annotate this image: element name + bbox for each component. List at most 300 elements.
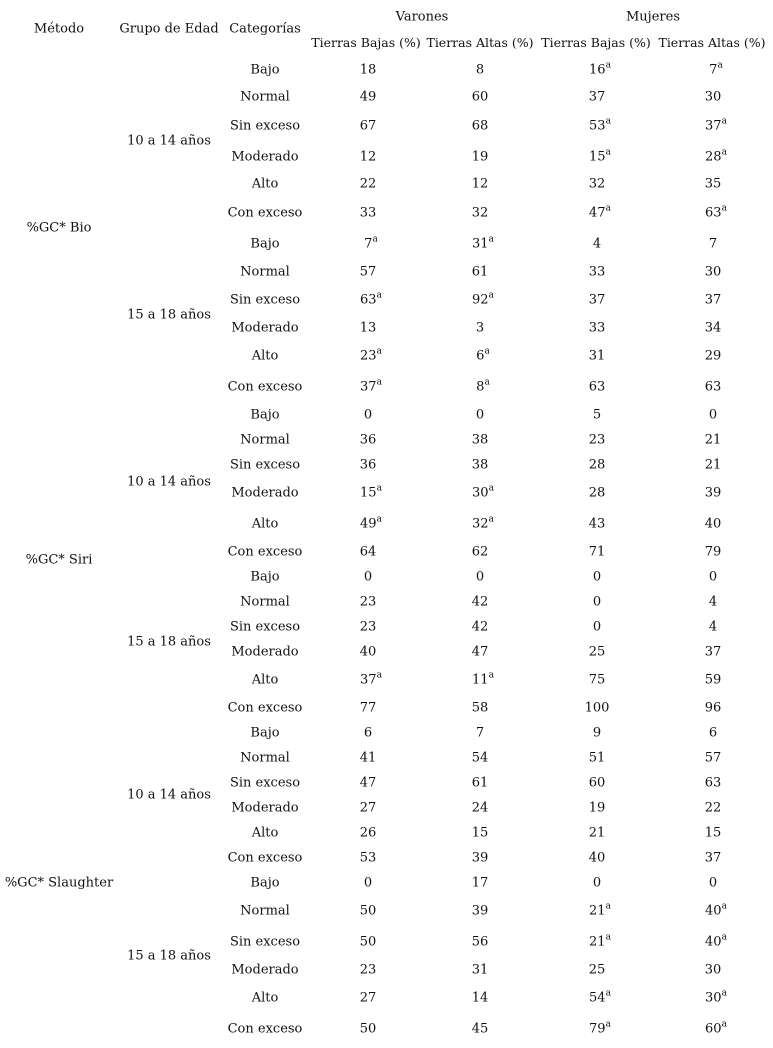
category-cell: Con exceso [227, 379, 303, 395]
value-number: 0 [708, 569, 718, 585]
value-number: 40 [704, 516, 722, 532]
age-group-label: 15 a 18 años [127, 948, 211, 964]
value-number: 19 [588, 800, 606, 816]
value-cell [360, 670, 382, 688]
value-number: 39 [704, 485, 722, 501]
value-cell [589, 777, 606, 790]
value-cell [360, 1023, 377, 1036]
value-cell [589, 91, 606, 104]
value-number: 21 [704, 457, 722, 473]
value-cell [589, 266, 606, 279]
value-number: 45 [471, 1021, 489, 1037]
value-number: 0 [708, 875, 718, 891]
footnote-marker: a [721, 988, 727, 999]
value-number: 37 [704, 644, 722, 660]
value-number: 37 [588, 89, 606, 105]
value-cell [476, 571, 484, 584]
value-cell [593, 727, 601, 740]
value-number: 0 [363, 569, 373, 585]
value-number: 15 [360, 485, 377, 501]
value-cell [360, 827, 377, 840]
footnote-marker: a [605, 60, 611, 71]
category-cell: Con exceso [227, 850, 303, 866]
value-number: 30 [704, 89, 722, 105]
value-number: 38 [471, 432, 489, 448]
value-cell [709, 877, 717, 890]
value-cell [705, 147, 727, 165]
value-number: 25 [588, 962, 606, 978]
value-number: 0 [592, 594, 602, 610]
value-number: 38 [471, 457, 489, 473]
value-number: 31 [472, 236, 489, 252]
value-number: 7 [708, 236, 718, 252]
value-number: 0 [363, 407, 373, 423]
value-cell [476, 409, 484, 422]
value-number: 40 [588, 850, 606, 866]
value-cell [360, 178, 377, 191]
value-number: 0 [363, 875, 373, 891]
category-cell: Normal [240, 264, 290, 280]
value-cell [705, 546, 722, 559]
value-cell [364, 877, 372, 890]
footnote-marker: a [721, 203, 727, 214]
category-cell: Moderado [231, 149, 299, 165]
value-cell [589, 518, 606, 531]
value-cell [705, 487, 722, 500]
value-number: 7 [475, 725, 485, 741]
value-number: 24 [471, 800, 489, 816]
value-cell [705, 802, 722, 815]
value-cell [476, 322, 484, 335]
footnote-marker: a [484, 346, 490, 357]
value-number: 40 [359, 644, 377, 660]
value-number: 40 [705, 903, 722, 919]
category-cell: Moderado [231, 644, 299, 660]
value-number: 47 [359, 775, 377, 791]
value-number: 47 [471, 644, 489, 660]
value-number: 77 [359, 700, 377, 716]
value-number: 21 [589, 934, 606, 950]
value-cell [593, 877, 601, 890]
value-number: 13 [359, 320, 377, 336]
value-cell [472, 646, 489, 659]
value-number: 33 [588, 264, 606, 280]
value-number: 100 [584, 700, 610, 716]
value-cell [472, 514, 494, 532]
category-cell: Bajo [250, 62, 280, 78]
footnote-marker: a [721, 901, 727, 912]
value-cell [360, 802, 377, 815]
value-number: 50 [359, 903, 377, 919]
value-cell [593, 571, 601, 584]
value-number: 4 [708, 619, 718, 635]
value-number: 33 [359, 205, 377, 221]
category-cell: Alto [251, 516, 279, 532]
value-number: 8 [476, 379, 485, 395]
footnote-marker: a [488, 234, 494, 245]
value-cell [709, 409, 717, 422]
value-cell [705, 91, 722, 104]
value-number: 28 [705, 149, 722, 165]
value-cell [593, 409, 601, 422]
value-number: 28 [588, 485, 606, 501]
category-cell: Con exceso [227, 1021, 303, 1037]
value-number: 29 [704, 348, 722, 364]
value-cell [705, 752, 722, 765]
value-cell [705, 178, 722, 191]
value-number: 54 [589, 990, 606, 1006]
value-number: 17 [471, 875, 489, 891]
value-number: 32 [472, 516, 489, 532]
value-number: 56 [471, 934, 489, 950]
footnote-marker: a [376, 514, 382, 525]
category-cell: Alto [251, 176, 279, 192]
category-cell: Sin exceso [229, 934, 301, 950]
value-cell [360, 992, 377, 1005]
value-cell [709, 238, 717, 251]
value-cell [589, 646, 606, 659]
value-number: 18 [359, 62, 377, 78]
value-cell [705, 901, 727, 919]
value-number: 4 [592, 236, 602, 252]
value-number: 37 [704, 292, 722, 308]
value-cell [589, 487, 606, 500]
value-number: 0 [708, 407, 718, 423]
header-mujeres-tierras-altas: Tierras Altas (%) [658, 34, 766, 50]
value-cell [364, 409, 372, 422]
value-number: 71 [588, 544, 606, 560]
value-cell [472, 670, 494, 688]
value-cell [360, 207, 377, 220]
value-cell [589, 203, 611, 221]
value-cell [360, 702, 377, 715]
value-number: 92 [472, 292, 489, 308]
value-number: 33 [588, 320, 606, 336]
value-number: 30 [704, 264, 722, 280]
value-number: 53 [589, 118, 606, 134]
value-number: 0 [592, 569, 602, 585]
age-group-label: 10 a 14 años [127, 787, 211, 803]
value-cell [705, 646, 722, 659]
value-cell [589, 178, 606, 191]
value-number: 61 [471, 264, 489, 280]
value-cell [476, 377, 490, 395]
value-number: 23 [360, 348, 377, 364]
category-cell: Con exceso [227, 544, 303, 560]
value-cell [593, 596, 601, 609]
header-categories: Categorías [229, 21, 301, 37]
footnote-marker: a [605, 203, 611, 214]
method-label: %GC* Bio [26, 220, 92, 236]
value-cell [472, 266, 489, 279]
value-number: 8 [475, 62, 485, 78]
value-number: 36 [359, 457, 377, 473]
header-group-mujeres: Mujeres [626, 9, 680, 25]
footnote-marker: a [721, 932, 727, 943]
value-number: 60 [588, 775, 606, 791]
value-cell [589, 964, 606, 977]
value-number: 11 [472, 672, 489, 688]
footnote-marker: a [721, 147, 727, 158]
age-group-label: 15 a 18 años [127, 307, 211, 323]
value-number: 22 [704, 800, 722, 816]
value-cell [472, 852, 489, 865]
value-cell [705, 203, 727, 221]
value-number: 96 [704, 700, 722, 716]
value-cell [472, 151, 489, 164]
value-cell [589, 932, 611, 950]
value-cell [472, 120, 489, 133]
category-cell: Alto [251, 672, 279, 688]
footnote-marker: a [605, 147, 611, 158]
value-number: 79 [704, 544, 722, 560]
value-cell [472, 596, 489, 609]
value-cell [360, 752, 377, 765]
value-number: 32 [471, 205, 489, 221]
category-cell: Sin exceso [229, 775, 301, 791]
age-group-label: 10 a 14 años [127, 474, 211, 490]
value-cell [360, 64, 377, 77]
value-number: 23 [588, 432, 606, 448]
category-cell: Bajo [250, 875, 280, 891]
value-number: 50 [359, 1021, 377, 1037]
value-cell [589, 546, 606, 559]
value-cell [472, 178, 489, 191]
value-number: 63 [588, 379, 606, 395]
age-group-label: 10 a 14 años [127, 133, 211, 149]
value-cell [472, 702, 489, 715]
value-number: 19 [471, 149, 489, 165]
value-cell [589, 827, 606, 840]
value-cell [589, 901, 611, 919]
footnote-marker: a [484, 377, 490, 388]
value-cell [709, 596, 717, 609]
category-cell: Sin exceso [229, 619, 301, 635]
value-cell [472, 802, 489, 815]
value-cell [705, 964, 722, 977]
footnote-marker: a [488, 670, 494, 681]
header-age-group: Grupo de Edad [119, 21, 219, 37]
value-cell [589, 381, 606, 394]
value-cell [364, 571, 372, 584]
value-cell [360, 964, 377, 977]
value-number: 36 [359, 432, 377, 448]
category-cell: Bajo [250, 407, 280, 423]
value-number: 12 [471, 176, 489, 192]
value-number: 63 [704, 775, 722, 791]
value-cell [472, 877, 489, 890]
value-cell [360, 290, 382, 308]
value-cell [472, 992, 489, 1005]
value-cell [709, 727, 717, 740]
header-method: Método [33, 21, 85, 37]
value-cell [589, 350, 606, 363]
value-number: 6 [708, 725, 718, 741]
value-number: 49 [359, 89, 377, 105]
value-number: 37 [360, 379, 377, 395]
value-cell [472, 936, 489, 949]
footnote-marker: a [605, 1019, 611, 1030]
footnote-marker: a [605, 901, 611, 912]
value-cell [589, 459, 606, 472]
value-number: 16 [589, 62, 606, 78]
value-number: 27 [359, 800, 377, 816]
value-number: 31 [471, 962, 489, 978]
value-number: 63 [704, 379, 722, 395]
value-cell [360, 936, 377, 949]
value-cell [472, 434, 489, 447]
value-number: 47 [589, 205, 606, 221]
value-number: 53 [359, 850, 377, 866]
value-number: 21 [588, 825, 606, 841]
value-cell [705, 518, 722, 531]
value-number: 43 [588, 516, 606, 532]
category-cell: Normal [240, 432, 290, 448]
value-cell [360, 120, 377, 133]
value-cell [589, 322, 606, 335]
value-number: 7 [709, 62, 718, 78]
value-cell [360, 852, 377, 865]
value-number: 30 [704, 962, 722, 978]
category-cell: Bajo [250, 236, 280, 252]
value-cell [585, 702, 610, 715]
value-number: 57 [359, 264, 377, 280]
footnote-marker: a [605, 932, 611, 943]
value-cell [360, 646, 377, 659]
footnote-marker: a [376, 483, 382, 494]
value-number: 28 [588, 457, 606, 473]
value-number: 12 [359, 149, 377, 165]
category-cell: Bajo [250, 569, 280, 585]
category-cell: Con exceso [227, 205, 303, 221]
value-number: 0 [475, 407, 485, 423]
value-cell [705, 827, 722, 840]
value-cell [709, 621, 717, 634]
value-number: 21 [704, 432, 722, 448]
value-cell [705, 932, 727, 950]
value-number: 54 [471, 750, 489, 766]
value-number: 30 [472, 485, 489, 501]
category-cell: Normal [240, 594, 290, 610]
value-cell [705, 350, 722, 363]
value-cell [360, 483, 382, 501]
value-cell [360, 434, 377, 447]
category-cell: Alto [251, 990, 279, 1006]
footnote-marker: a [372, 234, 378, 245]
value-number: 64 [359, 544, 377, 560]
value-number: 30 [705, 990, 722, 1006]
value-cell [589, 434, 606, 447]
value-number: 34 [704, 320, 722, 336]
value-cell [472, 905, 489, 918]
value-cell [360, 621, 377, 634]
value-number: 32 [588, 176, 606, 192]
value-number: 41 [359, 750, 377, 766]
value-number: 27 [359, 990, 377, 1006]
category-cell: Bajo [250, 725, 280, 741]
value-number: 25 [588, 644, 606, 660]
value-number: 42 [471, 619, 489, 635]
value-number: 40 [705, 934, 722, 950]
value-number: 15 [471, 825, 489, 841]
footnote-marker: a [376, 290, 382, 301]
value-number: 23 [359, 962, 377, 978]
value-cell [472, 621, 489, 634]
method-label: %GC* Slaughter [4, 875, 114, 891]
footnote-marker: a [717, 60, 723, 71]
footnote-marker: a [488, 514, 494, 525]
value-cell [709, 571, 717, 584]
value-number: 50 [359, 934, 377, 950]
value-cell [472, 777, 489, 790]
value-number: 60 [705, 1021, 722, 1037]
value-number: 14 [471, 990, 489, 1006]
value-number: 67 [359, 118, 377, 134]
value-cell [360, 377, 382, 395]
value-cell [589, 294, 606, 307]
value-number: 51 [588, 750, 606, 766]
value-number: 9 [592, 725, 602, 741]
value-cell [472, 827, 489, 840]
value-cell [360, 777, 377, 790]
value-number: 6 [476, 348, 485, 364]
value-cell [705, 294, 722, 307]
method-label: %GC* Siri [25, 552, 93, 568]
value-cell [705, 1019, 727, 1037]
value-number: 42 [471, 594, 489, 610]
footnote-marker: a [488, 290, 494, 301]
value-number: 31 [588, 348, 606, 364]
category-cell: Alto [251, 348, 279, 364]
value-cell [472, 546, 489, 559]
value-number: 35 [704, 176, 722, 192]
category-cell: Normal [240, 89, 290, 105]
value-cell [360, 91, 377, 104]
value-cell [364, 234, 378, 252]
category-cell: Moderado [231, 800, 299, 816]
value-cell [472, 752, 489, 765]
value-number: 26 [359, 825, 377, 841]
category-cell: Sin exceso [229, 457, 301, 473]
value-number: 59 [704, 672, 722, 688]
value-cell [360, 546, 377, 559]
value-number: 6 [363, 725, 373, 741]
category-cell: Normal [240, 750, 290, 766]
value-number: 61 [471, 775, 489, 791]
value-number: 37 [704, 850, 722, 866]
value-number: 0 [592, 875, 602, 891]
header-group-varones: Varones [395, 9, 449, 25]
value-number: 39 [471, 850, 489, 866]
value-number: 0 [592, 619, 602, 635]
category-cell: Con exceso [227, 700, 303, 716]
value-cell [589, 60, 611, 78]
category-cell: Sin exceso [229, 118, 301, 134]
footnote-marker: a [721, 116, 727, 127]
value-cell [705, 381, 722, 394]
value-cell [705, 459, 722, 472]
value-cell [593, 621, 601, 634]
category-cell: Alto [251, 825, 279, 841]
value-cell [476, 346, 490, 364]
value-cell [472, 207, 489, 220]
value-number: 23 [359, 594, 377, 610]
category-cell: Moderado [231, 320, 299, 336]
value-cell [589, 752, 606, 765]
value-cell [360, 151, 377, 164]
value-cell [589, 1019, 611, 1037]
value-cell [476, 727, 484, 740]
